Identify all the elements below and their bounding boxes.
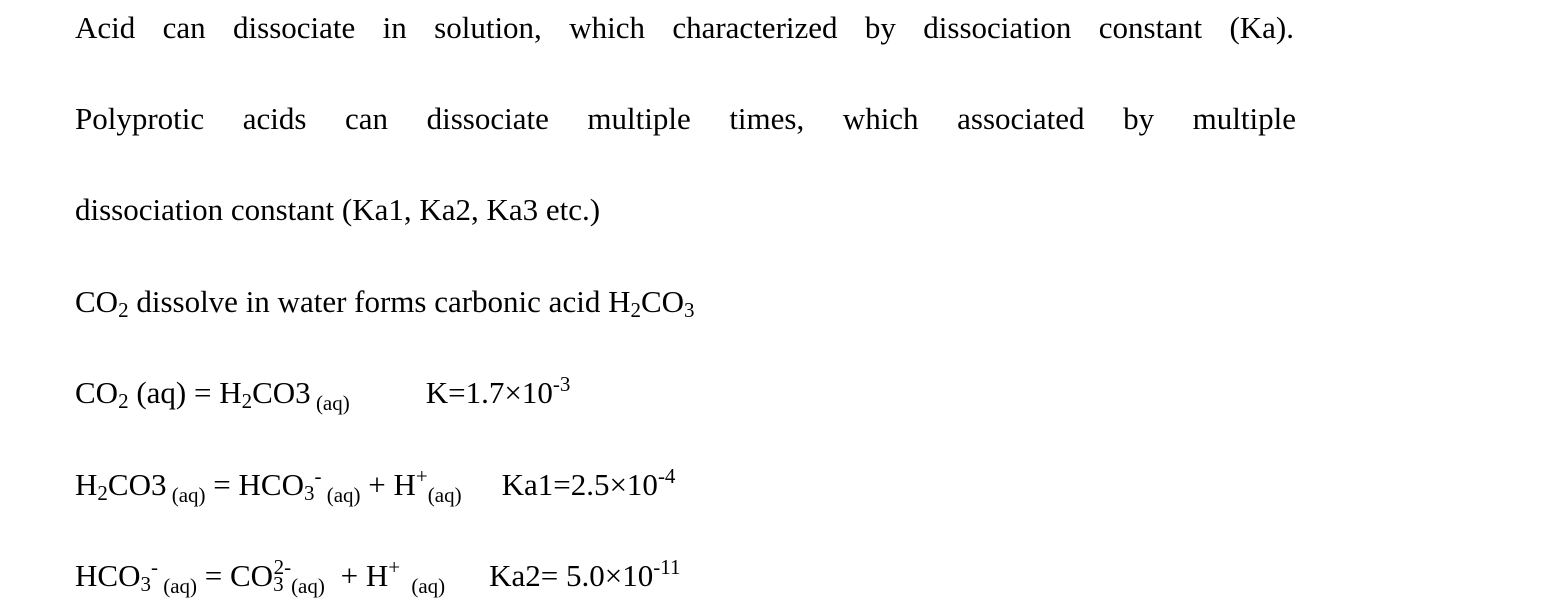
eq1-k-label: K=1.7×10: [425, 375, 553, 410]
superscript: -4: [657, 464, 676, 488]
subscript: 2: [118, 389, 129, 413]
equation-1: [75, 373, 570, 416]
co2-text: CO: [75, 284, 119, 319]
eq2-equals-hco: = HCO: [205, 467, 304, 502]
eq3-hco: HCO: [75, 558, 141, 593]
superscript: -3: [552, 372, 571, 396]
eq1-co3: CO3: [252, 375, 311, 410]
subscript: 3: [684, 298, 695, 322]
superscript: 2-: [273, 555, 292, 579]
phase-label: (aq): [291, 574, 325, 598]
superscript: +: [415, 464, 428, 488]
sentence-middle: dissolve in water forms carbonic acid H: [128, 284, 631, 319]
phase-label: (aq): [157, 574, 198, 598]
equation-3: [75, 556, 681, 599]
eq3-equals-co: = CO: [197, 558, 274, 593]
eq2-co3: CO3: [107, 467, 167, 502]
paragraph-line-3: dissociation constant (Ka1, Ka2, Ka3 etc.): [75, 192, 601, 227]
phase-label: (aq): [321, 483, 361, 507]
subscript: 2: [241, 389, 253, 413]
subscript: 2: [118, 298, 129, 322]
co2-dissolve-sentence: [75, 282, 695, 325]
superscript: -: [150, 555, 158, 579]
superscript: -: [314, 464, 322, 488]
subscript: 3: [140, 572, 151, 596]
phase-label: (aq): [310, 391, 350, 415]
eq3-ka-label: Ka2= 5.0×10: [489, 558, 654, 593]
superscript: -11: [653, 555, 681, 579]
eq3-plus-h: + H: [332, 558, 389, 593]
subscript: 2: [97, 481, 108, 505]
subscript: 3: [303, 481, 315, 505]
eq2-plus-h: + H: [360, 467, 416, 502]
phase-label: (aq): [166, 483, 206, 507]
paragraph-line-2: Polyprotic acids can dissociate multiple times, which associated by multiple: [75, 101, 1296, 136]
eq2-h: H: [75, 467, 98, 502]
co-text: CO: [640, 284, 685, 319]
eq1-middle: (aq) = H: [128, 375, 242, 410]
phase-label: (aq): [427, 483, 462, 507]
equation-2: [75, 465, 675, 508]
superscript: +: [388, 555, 401, 579]
phase-label: (aq): [406, 574, 446, 598]
subscript: 3: [273, 572, 284, 596]
subscript: 2: [630, 298, 641, 322]
eq2-ka-label: Ka1=2.5×10: [501, 467, 658, 502]
paragraph-line-1: Acid can dissociate in solution, which characterized by dissociation constant (Ka).: [75, 10, 1294, 45]
eq1-co: CO: [75, 375, 119, 410]
